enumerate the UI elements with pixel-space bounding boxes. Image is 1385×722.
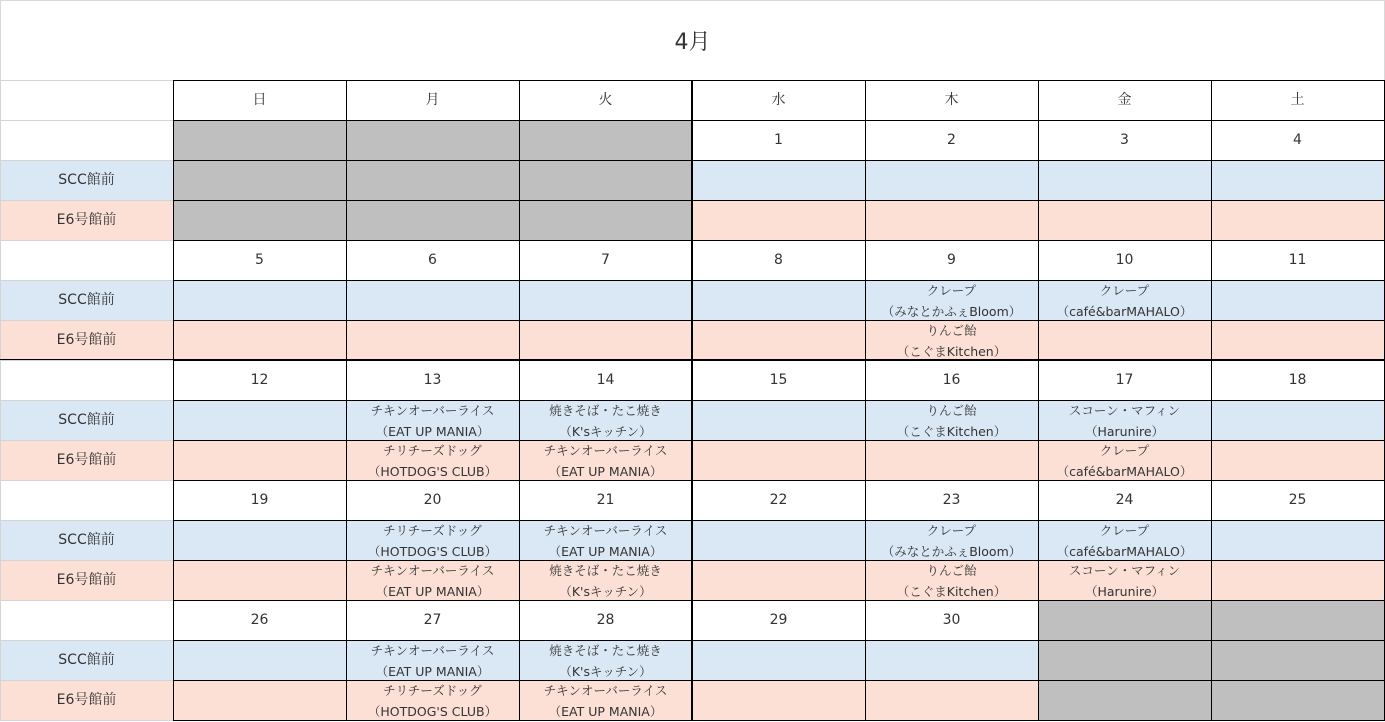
date-cell: 6	[346, 240, 519, 280]
date-cell: 23	[865, 480, 1038, 520]
weekday-header-blank	[0, 80, 173, 120]
date-cell: 8	[692, 240, 865, 280]
food-item-name: 焼きそば・たこ焼き	[549, 643, 662, 658]
empty-day-cell	[1211, 640, 1384, 680]
vendor-cell	[865, 160, 1038, 200]
grid-border	[173, 440, 1384, 441]
food-item-name: チリチーズドッグ	[383, 443, 482, 458]
grid-line	[0, 640, 173, 641]
vendor-name: （HOTDOG'S CLUB）	[367, 464, 498, 479]
food-item-name: チキンオーバーライス	[370, 563, 495, 578]
date-cell: 20	[346, 480, 519, 520]
empty-day-cell	[519, 120, 692, 160]
vendor-cell	[1038, 400, 1211, 440]
vendor-cell	[692, 640, 865, 680]
location-label-e6: E6号館前	[0, 200, 173, 240]
vendor-name: （HOTDOG'S CLUB）	[367, 544, 498, 559]
vendor-cell	[173, 680, 346, 720]
date-cell: 11	[1211, 240, 1384, 280]
empty-day-cell	[519, 160, 692, 200]
vendor-cell	[519, 440, 692, 480]
grid-border	[173, 240, 1384, 241]
date-cell: 21	[519, 480, 692, 520]
vendor-cell	[865, 640, 1038, 680]
empty-day-cell	[346, 200, 519, 240]
location-label-e6: E6号館前	[0, 560, 173, 600]
food-item-name: クレープ	[1099, 283, 1150, 298]
location-label-e6: E6号館前	[0, 680, 173, 720]
grid-border	[173, 480, 1384, 481]
empty-day-cell	[173, 120, 346, 160]
vendor-cell	[865, 200, 1038, 240]
date-cell: 16	[865, 360, 1038, 400]
date-cell: 30	[865, 600, 1038, 640]
vendor-cell	[1038, 200, 1211, 240]
date-cell: 13	[346, 360, 519, 400]
empty-day-cell	[346, 120, 519, 160]
empty-day-cell	[1211, 680, 1384, 720]
date-cell: 10	[1038, 240, 1211, 280]
grid-border	[173, 160, 1384, 161]
date-cell: 14	[519, 360, 692, 400]
empty-day-cell	[1038, 600, 1211, 640]
vendor-cell	[1211, 520, 1384, 560]
vendor-name: （こぐまKitchen）	[896, 344, 1007, 359]
grid-line	[0, 400, 173, 401]
vendor-name: （K'sキッチン）	[559, 664, 652, 679]
food-item-name: チリチーズドッグ	[383, 683, 482, 698]
date-cell: 9	[865, 240, 1038, 280]
vendor-name: （EAT UP MANIA）	[375, 584, 490, 599]
empty-day-cell	[1211, 600, 1384, 640]
date-cell: 25	[1211, 480, 1384, 520]
grid-line	[0, 120, 173, 121]
grid-border	[173, 680, 1384, 681]
vendor-cell	[519, 520, 692, 560]
vendor-name: （みなとかふぇBloom）	[881, 544, 1022, 559]
date-cell: 1	[692, 120, 865, 160]
grid-line	[0, 280, 173, 281]
vendor-cell	[346, 680, 519, 720]
date-cell: 24	[1038, 480, 1211, 520]
date-cell: 22	[692, 480, 865, 520]
grid-border	[173, 80, 174, 721]
vendor-cell	[1038, 280, 1211, 320]
date-cell: 19	[173, 480, 346, 520]
grid-border	[173, 320, 1384, 321]
grid-line	[0, 600, 173, 601]
food-item-name: クレープ	[1099, 523, 1150, 538]
date-cell: 26	[173, 600, 346, 640]
date-row-label	[0, 480, 173, 520]
vendor-cell	[865, 280, 1038, 320]
grid-border	[1038, 80, 1039, 721]
grid-line	[0, 80, 1, 721]
date-cell: 5	[173, 240, 346, 280]
food-item-name: クレープ	[926, 523, 977, 538]
vendor-name: （こぐまKitchen）	[896, 424, 1007, 439]
vendor-cell	[692, 160, 865, 200]
vendor-name: （café&barMAHALO）	[1056, 464, 1193, 479]
grid-border	[865, 80, 866, 721]
vendor-cell	[519, 280, 692, 320]
grid-border	[173, 560, 1384, 561]
date-row-label	[0, 120, 173, 160]
grid-line	[0, 320, 173, 321]
weekday-header: 月	[346, 80, 519, 120]
date-cell: 7	[519, 240, 692, 280]
date-cell: 17	[1038, 360, 1211, 400]
grid-line	[0, 240, 173, 241]
grid-border	[173, 520, 1384, 521]
vendor-cell	[173, 280, 346, 320]
food-item-name: りんご飴	[926, 403, 977, 418]
food-item-name: りんご飴	[926, 323, 977, 338]
grid-border	[173, 80, 1384, 81]
grid-line	[0, 480, 173, 481]
vendor-cell	[346, 400, 519, 440]
grid-line	[0, 560, 173, 561]
vendor-name: （EAT UP MANIA）	[375, 664, 490, 679]
vendor-cell	[865, 520, 1038, 560]
vendor-cell	[346, 520, 519, 560]
location-label-scc: SCC館前	[0, 280, 173, 320]
date-cell: 27	[346, 600, 519, 640]
food-item-name: 焼きそば・たこ焼き	[549, 563, 662, 578]
food-item-name: チキンオーバーライス	[543, 443, 668, 458]
weekday-header: 火	[519, 80, 692, 120]
vendor-name: （café&barMAHALO）	[1056, 544, 1193, 559]
grid-line	[0, 200, 173, 201]
empty-day-cell	[1038, 680, 1211, 720]
grid-border	[173, 360, 1384, 361]
vendor-cell	[692, 560, 865, 600]
vendor-cell	[1038, 520, 1211, 560]
food-item-name: りんご飴	[926, 563, 977, 578]
grid-line	[0, 360, 173, 361]
vendor-cell	[346, 280, 519, 320]
empty-day-cell	[173, 160, 346, 200]
vendor-cell	[519, 400, 692, 440]
empty-day-cell	[1038, 640, 1211, 680]
location-label-e6: E6号館前	[0, 440, 173, 480]
vendor-cell	[1211, 560, 1384, 600]
vendor-cell	[346, 560, 519, 600]
vendor-cell	[865, 680, 1038, 720]
vendor-cell	[1211, 320, 1384, 360]
weekday-header: 金	[1038, 80, 1211, 120]
grid-border	[173, 600, 1384, 601]
grid-border	[173, 640, 1384, 641]
vendor-cell	[692, 320, 865, 360]
vendor-name: （EAT UP MANIA）	[548, 464, 663, 479]
vendor-cell	[1038, 560, 1211, 600]
grid-border	[173, 120, 1384, 121]
vendor-cell	[692, 400, 865, 440]
vendor-name: （Harunire）	[1084, 424, 1165, 439]
grid-border	[519, 80, 520, 721]
location-label-scc: SCC館前	[0, 640, 173, 680]
vendor-name: （EAT UP MANIA）	[548, 704, 663, 719]
vendor-cell	[1038, 160, 1211, 200]
vendor-cell	[692, 680, 865, 720]
vendor-name: （EAT UP MANIA）	[548, 544, 663, 559]
vendor-cell	[865, 320, 1038, 360]
location-label-scc: SCC館前	[0, 400, 173, 440]
food-item-name: クレープ	[926, 283, 977, 298]
food-item-name: スコーン・マフィン	[1068, 563, 1181, 578]
food-item-name: チキンオーバーライス	[370, 643, 495, 658]
grid-line	[0, 520, 173, 521]
location-label-scc: SCC館前	[0, 520, 173, 560]
grid-border	[692, 80, 693, 721]
vendor-cell	[865, 440, 1038, 480]
grid-border	[691, 80, 692, 721]
vendor-cell	[1038, 440, 1211, 480]
vendor-name: （K'sキッチン）	[559, 424, 652, 439]
vendor-cell	[346, 320, 519, 360]
vendor-name: （みなとかふぇBloom）	[881, 304, 1022, 319]
empty-day-cell	[173, 200, 346, 240]
grid-border	[173, 400, 1384, 401]
vendor-cell	[519, 680, 692, 720]
vendor-cell	[173, 640, 346, 680]
vendor-name: （Harunire）	[1084, 584, 1165, 599]
date-row-label	[0, 240, 173, 280]
date-cell: 29	[692, 600, 865, 640]
vendor-name: （EAT UP MANIA）	[375, 424, 490, 439]
vendor-name: （K'sキッチン）	[559, 584, 652, 599]
vendor-name: （HOTDOG'S CLUB）	[367, 704, 498, 719]
location-label-scc: SCC館前	[0, 160, 173, 200]
vendor-cell	[173, 400, 346, 440]
date-row-label	[0, 600, 173, 640]
vendor-cell	[519, 560, 692, 600]
food-item-name: チリチーズドッグ	[383, 523, 482, 538]
vendor-cell	[1211, 440, 1384, 480]
vendor-cell	[865, 400, 1038, 440]
vendor-cell	[692, 280, 865, 320]
vendor-name: （café&barMAHALO）	[1056, 304, 1193, 319]
vendor-cell	[1211, 400, 1384, 440]
empty-day-cell	[346, 160, 519, 200]
date-cell: 28	[519, 600, 692, 640]
vendor-cell	[346, 640, 519, 680]
vendor-cell	[519, 320, 692, 360]
date-row-label	[0, 360, 173, 400]
location-label-e6: E6号館前	[0, 320, 173, 360]
vendor-cell	[865, 560, 1038, 600]
date-cell: 4	[1211, 120, 1384, 160]
food-item-name: スコーン・マフィン	[1068, 403, 1181, 418]
weekday-header: 水	[692, 80, 865, 120]
grid-line	[0, 680, 173, 681]
vendor-cell	[173, 440, 346, 480]
grid-border	[1211, 80, 1212, 721]
food-item-name: チキンオーバーライス	[370, 403, 495, 418]
month-title: 4月	[0, 0, 1385, 80]
food-item-name: チキンオーバーライス	[543, 683, 668, 698]
vendor-cell	[173, 320, 346, 360]
weekday-header: 木	[865, 80, 1038, 120]
weekday-header: 土	[1211, 80, 1384, 120]
vendor-cell	[692, 200, 865, 240]
vendor-cell	[346, 440, 519, 480]
date-cell: 12	[173, 360, 346, 400]
weekday-header: 日	[173, 80, 346, 120]
grid-border	[173, 200, 1384, 201]
vendor-name: （こぐまKitchen）	[896, 584, 1007, 599]
grid-line	[0, 160, 173, 161]
vendor-cell	[173, 520, 346, 560]
grid-line	[0, 80, 173, 81]
food-item-name: クレープ	[1099, 443, 1150, 458]
vendor-cell	[519, 640, 692, 680]
vendor-cell	[1211, 160, 1384, 200]
vendor-cell	[1211, 280, 1384, 320]
date-cell: 15	[692, 360, 865, 400]
empty-day-cell	[519, 200, 692, 240]
vendor-cell	[692, 440, 865, 480]
food-item-name: チキンオーバーライス	[543, 523, 668, 538]
date-cell: 18	[1211, 360, 1384, 400]
grid-line	[0, 440, 173, 441]
grid-border	[173, 280, 1384, 281]
food-item-name: 焼きそば・たこ焼き	[549, 403, 662, 418]
vendor-cell	[173, 560, 346, 600]
date-cell: 2	[865, 120, 1038, 160]
date-cell: 3	[1038, 120, 1211, 160]
vendor-cell	[1211, 200, 1384, 240]
vendor-cell	[1038, 320, 1211, 360]
grid-border	[346, 80, 347, 721]
vendor-cell	[692, 520, 865, 560]
